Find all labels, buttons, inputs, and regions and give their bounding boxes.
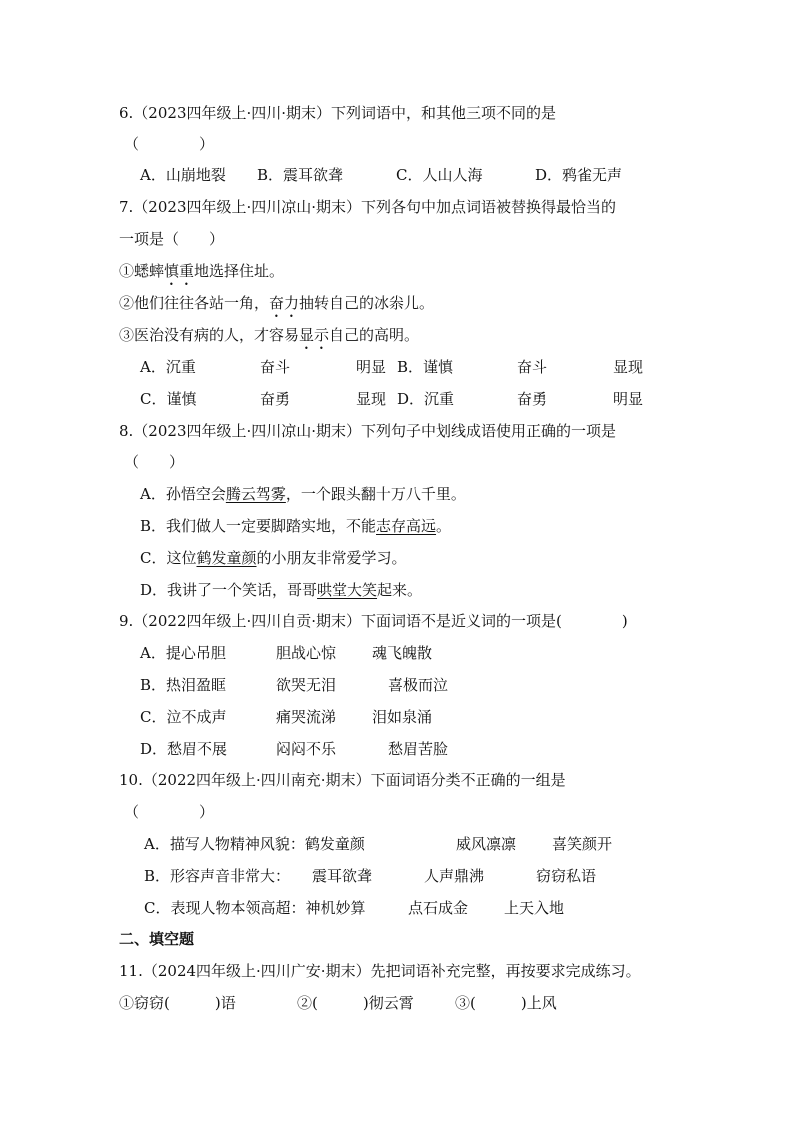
underlined-idiom: 腾云驾雾 <box>225 485 286 503</box>
question-6-answer-paren: （ ） <box>124 135 215 153</box>
dotted-word: 慎重 <box>164 262 195 280</box>
question-7-stem: 7.（2023四年级上·四川凉山·期末）下列各句中加点词语被替换得最恰当的 <box>119 198 617 216</box>
question-8-option-c: C．这位鹤发童颜的小朋友非常爱学习。 <box>140 549 407 567</box>
question-6-option-c: C．人山人海 <box>396 166 483 184</box>
question-7-option-d-word-1: D．沉重 <box>397 390 455 408</box>
question-7-option-c-word-3: 显现 <box>356 390 387 408</box>
question-9-option-d-word-3: 愁眉苦脸 <box>388 740 449 758</box>
question-6-option-d: D．鸦雀无声 <box>535 166 623 184</box>
question-9-stem: 9.（2022四年级上·四川自贡·期末）下面词语不是近义词的一项是( ) <box>119 612 628 630</box>
question-10-option-c-word-2: 点石成金 <box>408 899 469 917</box>
question-6-option-b: B．震耳欲聋 <box>257 166 344 184</box>
question-7-sentence-1: ①蟋蟀慎重地选择住址。 <box>119 262 285 280</box>
question-7-option-c-word-2: 奋勇 <box>260 390 291 408</box>
question-10-option-b-category: B．形容声音非常大： <box>144 867 291 885</box>
dotted-word: 显示 <box>299 326 330 344</box>
question-7-option-d-word-2: 奋勇 <box>517 390 548 408</box>
question-7-option-a-word-2: 奋斗 <box>260 358 291 376</box>
question-10-option-a-word-2: 威风凛凛 <box>456 835 517 853</box>
question-7-option-a-word-3: 明显 <box>356 358 387 376</box>
question-7-option-d-word-3: 明显 <box>613 390 644 408</box>
question-9-option-b-word-2: 欲哭无泪 <box>276 676 337 694</box>
question-11-blank-3: ③( )上风 <box>455 994 557 1012</box>
question-10-answer-paren: （ ） <box>124 803 215 821</box>
underlined-idiom: 哄堂大笑 <box>317 581 378 599</box>
question-7-option-b-word-3: 显现 <box>613 358 644 376</box>
question-9-option-a-word-1: A．提心吊胆 <box>140 644 226 662</box>
question-10-stem: 10.（2022四年级上·四川南充·期末）下面词语分类不正确的一组是 <box>119 771 566 789</box>
question-8-option-d: D．我讲了一个笑话，哥哥哄堂大笑起来。 <box>140 581 423 599</box>
question-11-stem: 11.（2024四年级上·四川广安·期末）先把词语补充完整，再按要求完成练习。 <box>119 962 641 980</box>
question-7-stem-continued: 一项是（ ） <box>119 230 225 248</box>
question-7-sentence-3: ③医治没有病的人，才容易显示自己的高明。 <box>119 326 420 344</box>
question-9-option-c-word-3: 泪如泉涌 <box>372 708 433 726</box>
question-7-option-b-word-2: 奋斗 <box>517 358 548 376</box>
question-10-option-c-word-3: 上天入地 <box>504 899 565 917</box>
question-9-option-d-word-2: 闷闷不乐 <box>276 740 337 758</box>
question-7-sentence-2: ②他们往往各站一角，奋力抽转自己的冰尜儿。 <box>119 294 435 312</box>
question-8-option-b: B．我们做人一定要脚踏实地，不能志存高远。 <box>140 517 452 535</box>
underlined-idiom: 志存高远 <box>376 517 437 535</box>
question-10-option-b-word-2: 人声鼎沸 <box>424 867 485 885</box>
dotted-word: 奋力 <box>269 294 300 312</box>
question-9-option-c-word-1: C．泣不成声 <box>140 708 227 726</box>
question-7-option-a-word-1: A．沉重 <box>140 358 196 376</box>
question-8-option-a: A．孙悟空会腾云驾雾，一个跟头翻十万八千里。 <box>140 485 466 503</box>
question-11-blank-1: ①窃窃( )语 <box>119 994 236 1012</box>
section-heading-fill-in: 二、填空题 <box>119 930 195 948</box>
question-7-option-c-word-1: C．谨慎 <box>140 390 197 408</box>
question-10-option-b-word-3: 窃窃私语 <box>536 867 597 885</box>
question-10-option-c-category: C．表现人物本领高超：神机妙算 <box>144 899 366 917</box>
question-10-option-b-word-1: 震耳欲聋 <box>312 867 373 885</box>
question-9-option-a-word-2: 胆战心惊 <box>276 644 337 662</box>
question-10-option-a-word-3: 喜笑颜开 <box>552 835 613 853</box>
question-9-option-a-word-3: 魂飞魄散 <box>372 644 433 662</box>
question-6-option-a: A．山崩地裂 <box>140 166 226 184</box>
question-7-option-b-word-1: B．谨慎 <box>397 358 454 376</box>
question-8-answer-paren: （ ） <box>124 453 185 471</box>
question-8-stem: 8.（2023四年级上·四川凉山·期末）下列句子中划线成语使用正确的一项是 <box>119 422 617 440</box>
underlined-idiom: 鹤发童颜 <box>196 549 257 567</box>
question-6-stem: 6.（2023四年级上·四川·期末）下列词语中，和其他三项不同的是 <box>119 104 557 122</box>
question-11-blank-2: ②( )彻云霄 <box>297 994 414 1012</box>
question-9-option-b-word-3: 喜极而泣 <box>388 676 449 694</box>
question-9-option-c-word-2: 痛哭流涕 <box>276 708 337 726</box>
question-9-option-d-word-1: D．愁眉不展 <box>140 740 228 758</box>
question-9-option-b-word-1: B．热泪盈眶 <box>140 676 227 694</box>
question-10-option-a-category: A．描写人物精神风貌：鹤发童颜 <box>144 835 365 853</box>
